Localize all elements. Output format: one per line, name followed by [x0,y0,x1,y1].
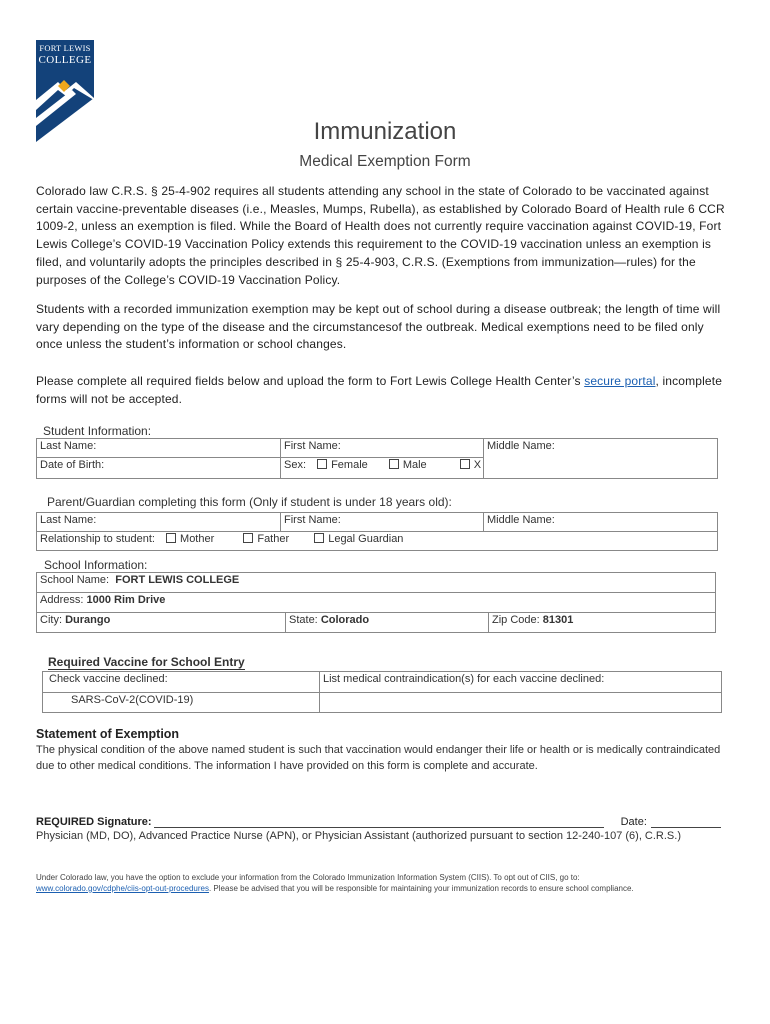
footer-tail: . Please be advised that you will be responsible for maintaining your immunization records to ensure school compliance. [208,883,634,893]
parent-first-name-field[interactable]: First Name: [281,513,484,532]
student-sex-field [281,458,484,479]
female-label: Female [331,459,368,471]
date-field[interactable] [651,817,721,828]
student-info-table [36,438,718,479]
signature-label: REQUIRED Signature: [36,816,152,828]
parent-info-table [36,512,718,551]
footer-text: Under Colorado law, you have the option to exclude your information from the Colorado Immunization Information System (CIIS). To opt out of CIIS, go to: [36,873,580,882]
intro-paragraph-2: Students with a recorded immunization exemption may be kept out of school during a disease outbreak; the length of time will vary depending on the type of the disease and the circumstancesof the outbreak. Medical exemptions need to be filed only once unless the student’s information or school changes. [36,302,721,352]
ciis-footer-note [36,873,686,895]
covid-contraindication-field[interactable] [320,693,722,713]
zip-label: Zip Code: [492,614,540,626]
secure-portal-link[interactable]: secure portal [584,374,656,388]
logo-line-2: COLLEGE [38,54,92,66]
school-section-label: School Information: [44,558,148,572]
signature-field[interactable] [154,817,604,828]
parent-last-name-field[interactable]: Last Name: [37,513,281,532]
contraindication-header: List medical contraindication(s) for each vaccine declined: [320,672,722,693]
school-address-field [37,593,716,613]
state-label: State: [289,614,318,626]
student-last-name-field[interactable]: Last Name: [37,439,281,458]
relationship-label: Relationship to student: [40,533,155,545]
parent-middle-name-field[interactable]: Middle Name: [484,513,718,532]
school-city-field [37,613,286,633]
school-name-field [37,573,716,593]
student-dob-field[interactable]: Date of Birth: [37,458,281,479]
parent-section-label: Parent/Guardian completing this form (Only if student is under 18 years old): [47,495,452,509]
relationship-mother-option[interactable] [166,533,214,545]
checkbox-icon[interactable] [166,533,176,543]
statement-heading: Statement of Exemption [36,727,180,741]
page-subtitle: Medical Exemption Form [299,153,471,170]
checkbox-icon[interactable] [317,459,327,469]
page-title: Immunization [313,118,457,145]
logo-line-1: FORT LEWIS [39,43,91,53]
sex-male-option[interactable] [389,459,427,471]
sex-label: Sex: [284,459,307,471]
statement-text: The physical condition of the above named student is such that vaccination would endanger their life or health or is medically contraindicated due to other medical conditions. The information I have provided on this form is complete and accurate. [36,744,721,772]
vaccine-table [42,671,722,713]
intro-p3-tail: , incomplete forms will not be accepted. [36,374,723,406]
signature-subtext: Physician (MD, DO), Advanced Practice Nurse (APN), or Physician Assistant (authorized pursuant to section 12-240-107 (6), C.R.S.) [36,830,681,842]
state-value: Colorado [320,614,370,626]
checkbox-icon[interactable] [243,533,253,543]
intro-paragraph-1: Colorado law C.R.S. § 25-4-902 requires all students attending any school in the state of Colorado to be vaccinated against certain vaccine-preventable diseases (i.e., Measles, Mumps, Rubella), as established by Colorado Board of Health rule 6 CCR 1009-2, unless an exemption is filed. While the Board of Health does not currently require vaccination against COVID-19, Fort Lewis College’s COVID-19 Vaccination Policy extends this requirement to the COVID-19 vaccination unless an exemption is filed, and voluntarily adopts the principles described in § 25-4-903, C.R.S. (Exemptions from immunization—rules) for the purposes of the College’s COVID-19 Vaccination Policy. [36,184,725,287]
mother-label: Mother [180,533,215,545]
x-label: X [473,459,482,471]
logo-wordmark [36,40,94,70]
ciis-opt-out-link[interactable]: www.colorado.gov/cdphe/ciis-opt-out-procedures [36,883,209,893]
school-state-field [286,613,489,633]
address-value: 1000 Rim Drive [86,594,166,606]
student-first-name-field[interactable]: First Name: [281,439,484,458]
covid-vaccine-option[interactable]: SARS-CoV-2(COVID-19) [43,693,320,713]
male-label: Male [402,459,427,471]
checkbox-icon[interactable] [314,533,324,543]
check-vaccine-header: Check vaccine declined: [43,672,320,693]
intro-paragraph-3 [36,373,732,408]
school-zip-field [489,613,716,633]
checkbox-icon[interactable] [389,459,399,469]
address-label: Address: [40,594,84,606]
date-label: Date: [620,816,647,828]
relationship-father-option[interactable] [243,533,289,545]
city-label: City: [40,614,62,626]
student-middle-name-field[interactable]: Middle Name: [484,439,718,479]
sex-female-option[interactable] [317,459,368,471]
father-label: Father [257,533,290,545]
relationship-field [37,532,718,551]
vaccine-section-label: Required Vaccine for School Entry [48,655,245,669]
school-info-table [36,572,716,633]
school-name-label: School Name: [40,574,110,586]
legal-guardian-label: Legal Guardian [328,533,404,545]
intro-p3-text: Please complete all required fields below and upload the form to Fort Lewis College Health Center’s [36,374,585,388]
school-name-value: FORT LEWIS COLLEGE [115,574,240,586]
checkbox-icon[interactable] [460,459,470,469]
zip-value: 81301 [542,614,574,626]
relationship-guardian-option[interactable] [314,533,403,545]
signature-row [36,816,726,828]
student-section-label: Student Information: [43,424,152,438]
city-value: Durango [65,614,111,626]
sex-x-option[interactable] [460,459,481,471]
